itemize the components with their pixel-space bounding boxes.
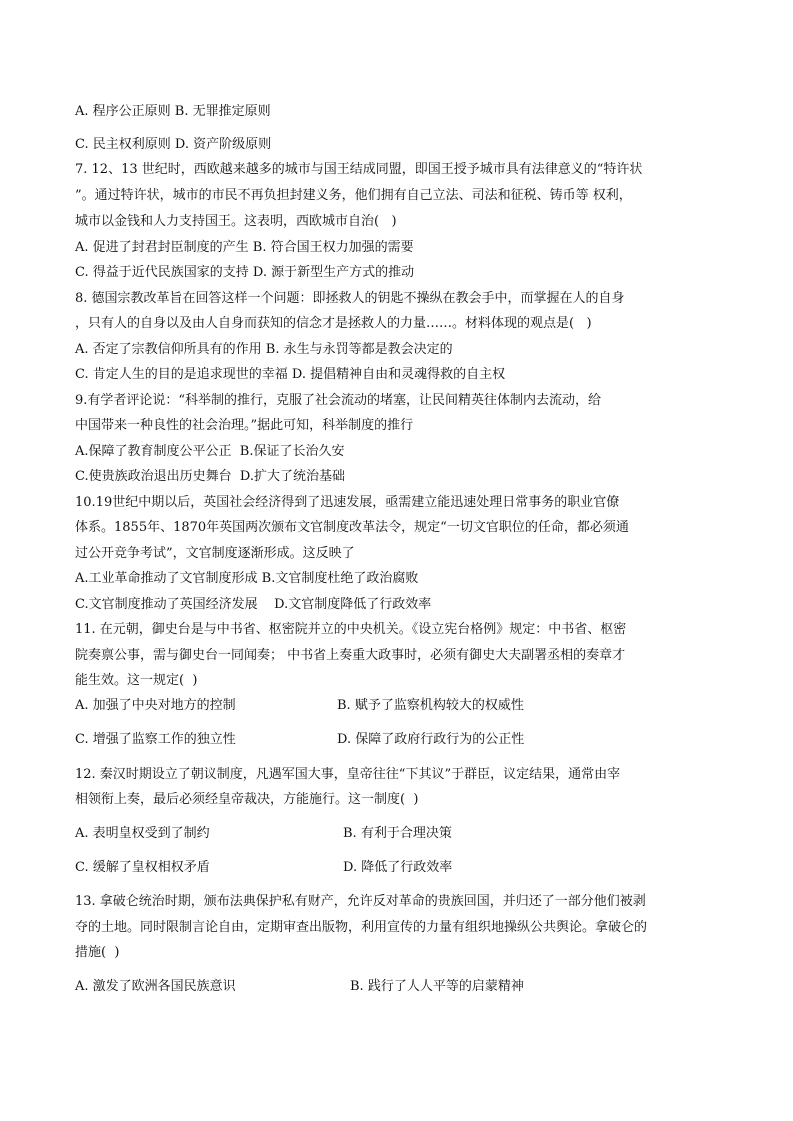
q11-stem-line-2: 院奏禀公事，需与御史台一同闻奏； 中书省上奏重大政事时，必须有御史大夫副署丞相的奏章才 xyxy=(75,648,626,663)
q13-stem-line-2: 夺的土地。同时限制言论自由，定期审查出版物，利用宣传的力量有组织地操纵公共舆论。拿破仑的 xyxy=(75,920,648,935)
q10-stem-line-3: 过公开竞争考试”，文官制度逐渐形成。这反映了 xyxy=(75,546,355,561)
q12-option-b: B. 有利于合理决策 xyxy=(343,826,452,841)
q8-option-c-d: C. 肯定人生的目的是追求现世的幸福 D. 提倡精神自由和灵魂得救的自主权 xyxy=(75,367,506,382)
q12-stem-line-1: 12. 秦汉时期设立了朝议制度，凡遇军国大事，皇帝往往“下其议”于群臣，议定结果，通常由宰 xyxy=(75,767,621,782)
q13-stem-line-3: 措施( ) xyxy=(75,945,120,960)
q11-stem-line-1: 11. 在元朝，御史台是与中书省、枢密院并立的中央机关。《设立宪台格例》规定：中书省、枢密 xyxy=(75,622,627,637)
q8-stem-line-1: 8. 德国宗教改革旨在回答这样一个问题：即拯救人的钥匙不操纵在教会手中，而掌握在人的自身 xyxy=(75,291,625,306)
q10-stem-line-2: 体系。1855年、1870年英国两次颁布文官制度改革法令，规定“一切文官职位的任命，都必须通 xyxy=(75,520,629,535)
q9-stem-line-2: 中国带来一种良性的社会治理。”据此可知，科举制度的推行 xyxy=(75,418,414,433)
q7-option-a-b: A. 促进了封君封臣制度的产生 B. 符合国王权力加强的需要 xyxy=(75,240,414,255)
q7-option-c-d: C. 得益于近代民族国家的支持 D. 源于新型生产方式的推动 xyxy=(75,265,415,280)
q6-option-a-b: A. 程序公正原则 B. 无罪推定原则 xyxy=(75,104,271,119)
q11-stem-line-3: 能生效。这一规定( ) xyxy=(75,673,198,688)
q10-option-c-d: C.文官制度推动了英国经济发展 D.文官制度降低了行政效率 xyxy=(75,597,432,612)
q7-stem-line-2: ”。通过特许状，城市的市民不再负担封建义务，他们拥有自己立法、司法和征税、铸币等 权利， xyxy=(75,188,632,203)
q11-option-b: B. 赋予了监察机构较大的权威性 xyxy=(337,698,524,713)
q12-option-c: C. 缓解了皇权相权矛盾 xyxy=(75,860,210,875)
q8-stem-line-2: ，只有人的自身以及由人自身而获知的信念才是拯救人的力量……。材料体现的观点是( ) xyxy=(75,316,592,331)
q9-option-c-d: C.使贵族政治退出历史舞台 D.扩大了统治基础 xyxy=(75,469,345,484)
q6-option-c-d: C. 民主权利原则 D. 资产阶级原则 xyxy=(75,137,272,152)
q8-option-a-b: A. 否定了宗教信仰所具有的作用 B. 永生与永罚等都是教会决定的 xyxy=(75,342,453,357)
q7-stem-line-1: 7. 12、13 世纪时，西欧越来越多的城市与国王结成同盟，即国王授予城市具有法律意义的“特许状 xyxy=(75,162,643,177)
q13-option-a: A. 激发了欧洲各国民族意识 xyxy=(75,979,236,994)
q13-stem-line-1: 13. 拿破仑统治时期，颁布法典保护私有财产，允许反对革命的贵族回国，并归还了一部分他们被剥 xyxy=(75,894,646,909)
q13-option-b: B. 践行了人人平等的启蒙精神 xyxy=(350,979,524,994)
q9-stem-line-1: 9.有学者评论说：“科举制的推行，克服了社会流动的堵塞，让民间精英往体制内去流动，给 xyxy=(75,393,602,408)
q9-option-a-b: A.保障了教育制度公平公正 B.保证了长治久安 xyxy=(75,444,345,459)
q10-stem-line-1: 10.19世纪中期以后，英国社会经济得到了迅速发展，亟需建立能迅速处理日常事务的职业官僚 xyxy=(75,495,620,510)
q11-option-c: C. 增强了监察工作的独立性 xyxy=(75,732,236,747)
q10-option-a-b: A.工业革命推动了文官制度形成 B.文官制度杜绝了政治腐败 xyxy=(75,571,419,586)
q12-option-a: A. 表明皇权受到了制约 xyxy=(75,826,210,841)
q12-option-d: D. 降低了行政效率 xyxy=(343,860,453,875)
q11-option-d: D. 保障了政府行政行为的公正性 xyxy=(337,732,525,747)
q7-stem-line-3: 城市以金钱和人力支持国王。这表明，西欧城市自治( ) xyxy=(75,214,397,229)
q11-option-a: A. 加强了中央对地方的控制 xyxy=(75,698,236,713)
q12-stem-line-2: 相领衔上奏，最后必须经皇帝裁决，方能施行。这一制度( ) xyxy=(75,792,419,807)
